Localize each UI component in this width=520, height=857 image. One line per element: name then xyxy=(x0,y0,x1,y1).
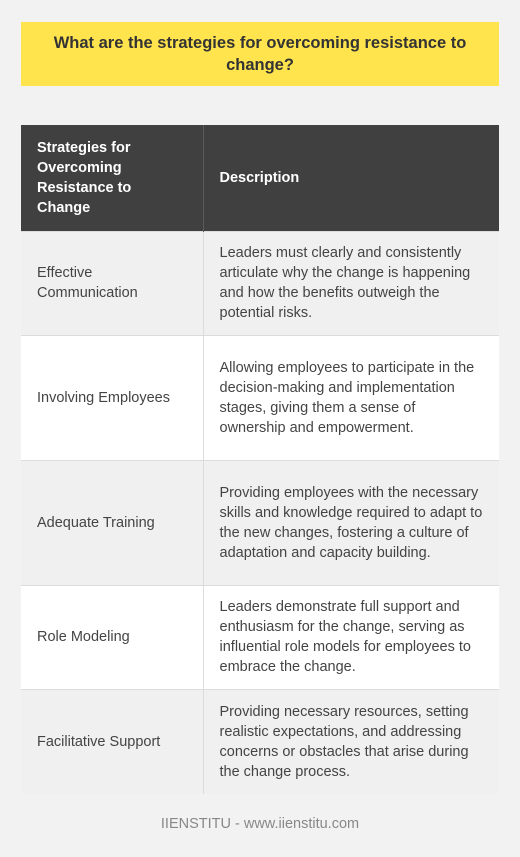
description-cell: Leaders must clearly and consistently articulate why the change is happening and how the benefits outweigh the potential risks. xyxy=(203,231,499,335)
strategy-cell: Role Modeling xyxy=(21,585,203,689)
strategy-cell: Adequate Training xyxy=(21,460,203,585)
title-banner xyxy=(21,22,499,86)
strategy-cell: Facilitative Support xyxy=(21,689,203,794)
table-row xyxy=(21,585,499,689)
description-cell: Allowing employees to participate in the decision-making and implementation stages, giving them a sense of ownership and empowerment. xyxy=(203,335,499,460)
table-row xyxy=(21,335,499,460)
table-row xyxy=(21,231,499,335)
header-strategies: Strategies for Overcoming Resistance to Change xyxy=(21,125,203,231)
table-header-row xyxy=(21,125,499,231)
strategy-cell: Involving Employees xyxy=(21,335,203,460)
footer-credit: IIENSTITU - www.iienstitu.com xyxy=(160,816,360,832)
description-cell: Providing employees with the necessary skills and knowledge required to adapt to the new changes, fostering a culture of adaptation and capacity building. xyxy=(203,460,499,585)
description-cell: Leaders demonstrate full support and enthusiasm for the change, serving as influential role models for employees to embrace the change. xyxy=(203,585,499,689)
header-description: Description xyxy=(203,125,499,231)
table-row xyxy=(21,460,499,585)
table-row xyxy=(21,689,499,794)
description-cell: Providing necessary resources, setting realistic expectations, and addressing concerns or obstacles that arise during the change process. xyxy=(203,689,499,794)
page-title: What are the strategies for overcoming resistance to change? xyxy=(53,34,467,74)
strategy-cell: Effective Communication xyxy=(21,231,203,335)
strategies-table xyxy=(21,125,499,794)
